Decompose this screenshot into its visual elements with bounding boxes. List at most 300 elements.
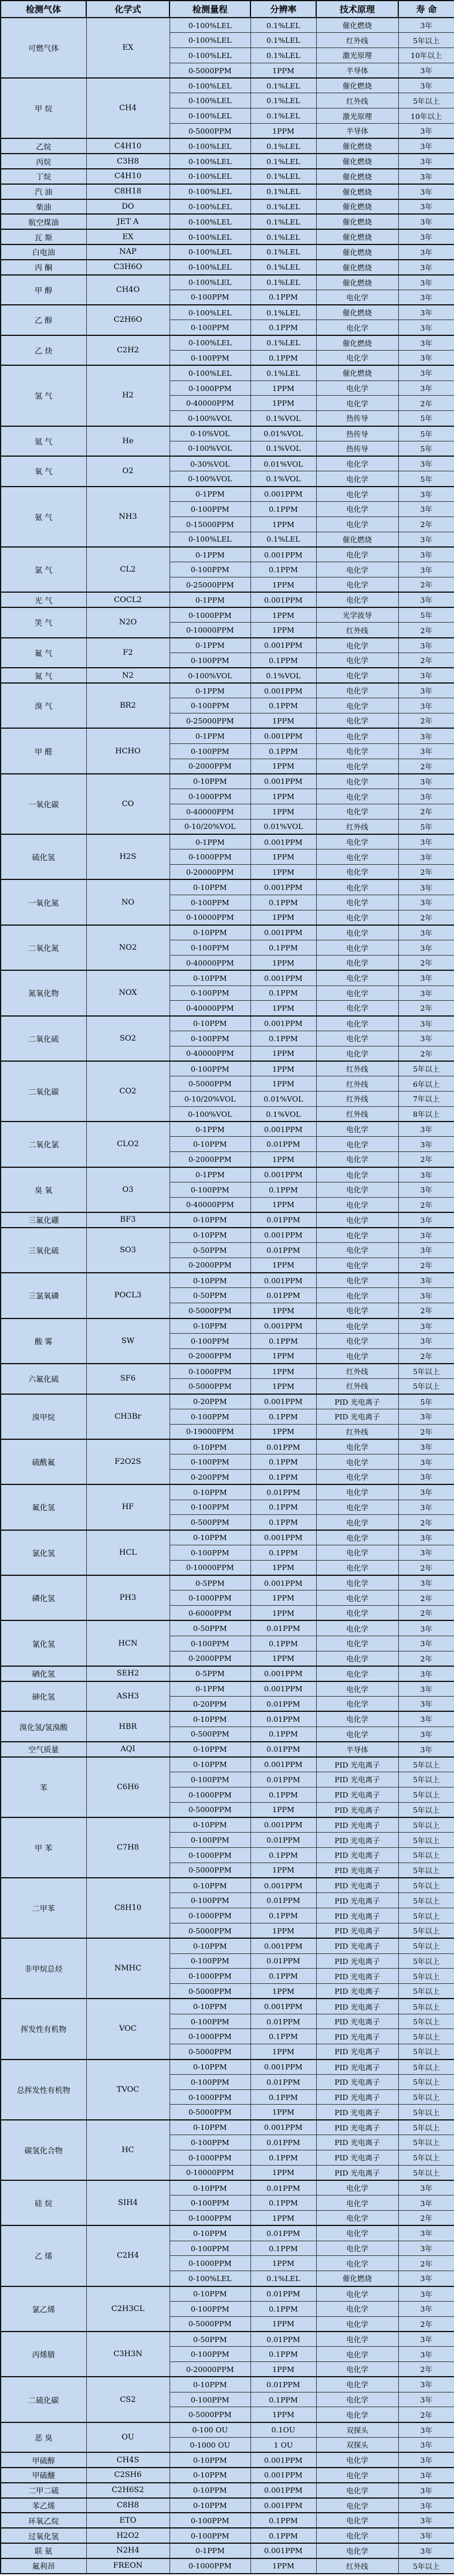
resolution-cell: 0.1PPM: [250, 1969, 316, 1984]
principle-cell: 热传导: [316, 426, 398, 441]
gas-name-cell: 二硫化碳: [1, 2377, 86, 2422]
table-row: [1, 668, 454, 683]
resolution-cell: 0.1PPM: [250, 2347, 316, 2362]
range-cell: 0-100PPM: [170, 940, 250, 956]
resolution-cell: 0.1PPM: [250, 1847, 316, 1863]
gas-name-cell: 臭 氧: [1, 1167, 86, 1212]
life-cell: 2年: [398, 1515, 454, 1530]
principle-cell: 电化学: [316, 1470, 398, 1485]
resolution-cell: 0.1%VOL: [250, 668, 316, 683]
life-cell: 3年: [398, 1666, 454, 1681]
range-cell: 0-100PPM: [170, 698, 250, 713]
range-cell: 0-15000PPM: [170, 516, 250, 532]
life-cell: 2年: [398, 1258, 454, 1273]
range-cell: 0-5PPM: [170, 1666, 250, 1681]
life-cell: 5年: [398, 426, 454, 441]
formula-cell: O2: [86, 456, 170, 487]
range-cell: 0-2000PPM: [170, 1348, 250, 1364]
life-cell: 3年: [398, 668, 454, 683]
range-cell: 0-100%VOL: [170, 668, 250, 683]
formula-cell: C8H10: [86, 1878, 170, 1938]
range-cell: 0-5000PPM: [170, 1303, 250, 1318]
life-cell: 5年以上: [398, 1863, 454, 1878]
life-cell: 5年以上: [398, 2044, 454, 2060]
life-cell: 3年: [398, 184, 454, 199]
range-cell: 0-1PPM: [170, 638, 250, 653]
range-cell: 0-5PPM: [170, 1575, 250, 1591]
resolution-cell: 0.1PPM: [250, 2241, 316, 2256]
life-cell: 8年以上: [398, 1106, 454, 1122]
range-cell: 0-10PPM: [170, 2286, 250, 2302]
principle-cell: 电化学: [316, 865, 398, 880]
resolution-cell: 0.1PPM: [250, 2513, 316, 2528]
life-cell: 3年: [398, 2180, 454, 2196]
gas-name-cell: 丙烯腈: [1, 2332, 86, 2377]
life-cell: 3年: [398, 925, 454, 940]
table-row: [1, 1681, 454, 1697]
resolution-cell: 0.1PPM: [250, 1908, 316, 1923]
life-cell: 5年以上: [398, 1878, 454, 1893]
gas-name-cell: 氯化氢: [1, 1530, 86, 1575]
resolution-cell: 0.1PPM: [250, 1031, 316, 1046]
principle-cell: 电化学: [316, 1333, 398, 1348]
life-cell: 5年以上: [398, 1787, 454, 1802]
formula-cell: CH3Br: [86, 1394, 170, 1439]
table-row: [1, 214, 454, 229]
range-cell: 0-100%LEL: [170, 78, 250, 93]
range-cell: 0-1000PPM: [170, 1847, 250, 1863]
life-cell: 3年: [398, 1545, 454, 1560]
table-row: [1, 1575, 454, 1591]
resolution-cell: 0.1OU: [250, 2422, 316, 2438]
principle-cell: 电化学: [316, 653, 398, 668]
principle-cell: 电化学: [316, 1620, 398, 1636]
life-cell: 2年: [398, 955, 454, 970]
resolution-cell: 0.001PPM: [250, 638, 316, 653]
table-row: [1, 2498, 454, 2513]
resolution-cell: 0.001PPM: [250, 1318, 316, 1334]
life-cell: 3年: [398, 1273, 454, 1288]
principle-cell: 电化学: [316, 1454, 398, 1470]
life-cell: 5年以上: [398, 1772, 454, 1787]
range-cell: 0-100%VOL: [170, 441, 250, 456]
table-row: [1, 1757, 454, 1772]
principle-cell: 电化学: [316, 713, 398, 729]
life-cell: 3年: [398, 365, 454, 380]
resolution-cell: 1PPM: [250, 1651, 316, 1666]
range-cell: 0-20000PPM: [170, 2362, 250, 2377]
life-cell: 3年: [398, 562, 454, 577]
range-cell: 0-100PPM: [170, 2513, 250, 2528]
range-cell: 0-100%LEL: [170, 260, 250, 275]
resolution-cell: 1PPM: [250, 1061, 316, 1076]
gas-name-cell: 柴油: [1, 199, 86, 215]
range-cell: 0-10PPM: [170, 2468, 250, 2483]
life-cell: 3年: [398, 320, 454, 335]
resolution-cell: 0.1%VOL: [250, 471, 316, 487]
resolution-cell: 0.1%LEL: [250, 229, 316, 244]
resolution-cell: 0.001PPM: [250, 1394, 316, 1409]
resolution-cell: 1PPM: [250, 2044, 316, 2060]
life-cell: 2年: [398, 1348, 454, 1364]
range-cell: 0-100PPM: [170, 2241, 250, 2256]
range-cell: 0-100%LEL: [170, 2271, 250, 2286]
formula-cell: BR2: [86, 683, 170, 728]
life-cell: 3年: [398, 380, 454, 396]
life-cell: 3年: [398, 1470, 454, 1485]
resolution-cell: 1 OU: [250, 2438, 316, 2453]
principle-cell: 电化学: [316, 290, 398, 305]
principle-cell: 电化学: [316, 1046, 398, 1061]
principle-cell: 电化学: [316, 849, 398, 865]
gas-name-cell: 二氧化碳: [1, 1061, 86, 1122]
principle-cell: 电化学: [316, 1001, 398, 1016]
formula-cell: C4H10: [86, 138, 170, 154]
resolution-cell: 0.1PPM: [250, 320, 316, 335]
life-cell: 3年: [398, 1727, 454, 1742]
resolution-cell: 0.1%LEL: [250, 18, 316, 33]
table-row: [1, 487, 454, 502]
principle-cell: 电化学: [316, 380, 398, 396]
life-cell: 2年: [398, 2256, 454, 2271]
resolution-cell: 1PPM: [250, 2407, 316, 2422]
resolution-cell: 1PPM: [250, 2211, 316, 2226]
formula-cell: COCL2: [86, 592, 170, 607]
col-header-life: 寿 命: [398, 1, 454, 18]
life-cell: 3年: [398, 532, 454, 547]
formula-cell: POCL3: [86, 1273, 170, 1318]
range-cell: 0-2000PPM: [170, 759, 250, 774]
principle-cell: 电化学: [316, 683, 398, 698]
life-cell: 5年以上: [398, 1364, 454, 1379]
principle-cell: 激光原理: [316, 48, 398, 63]
resolution-cell: 0.01PPM: [250, 1212, 316, 1228]
resolution-cell: 0.001PPM: [250, 2483, 316, 2498]
life-cell: 3年: [398, 1212, 454, 1228]
resolution-cell: 0.01PPM: [250, 2377, 316, 2392]
gas-name-cell: 硅 烷: [1, 2180, 86, 2225]
range-cell: 0-10PPM: [170, 2060, 250, 2075]
resolution-cell: 0.01PPM: [250, 1137, 316, 1152]
formula-cell: NOX: [86, 970, 170, 1015]
range-cell: 0-1000PPM: [170, 2089, 250, 2105]
range-cell: 0-10PPM: [170, 2483, 250, 2498]
range-cell: 0-100%VOL: [170, 471, 250, 487]
life-cell: 3年: [398, 985, 454, 1001]
resolution-cell: 0.001PPM: [250, 970, 316, 985]
resolution-cell: 0.01PPM: [250, 2286, 316, 2302]
resolution-cell: 0.001PPM: [250, 1575, 316, 1591]
formula-cell: ETO: [86, 2513, 170, 2528]
range-cell: 0-5000PPM: [170, 1984, 250, 1999]
formula-cell: SW: [86, 1318, 170, 1364]
range-cell: 0-100PPM: [170, 1333, 250, 1348]
life-cell: 3年: [398, 1137, 454, 1152]
gas-name-cell: 溴 气: [1, 683, 86, 728]
principle-cell: PID 光电离子: [316, 1999, 398, 2014]
gas-name-cell: 硒化氢: [1, 1666, 86, 1681]
gas-name-cell: 可燃气体: [1, 18, 86, 78]
resolution-cell: 0.1PPM: [250, 653, 316, 668]
formula-cell: HCL: [86, 1530, 170, 1575]
life-cell: 5年以上: [398, 1379, 454, 1394]
resolution-cell: 0.01%VOL: [250, 1092, 316, 1107]
gas-name-cell: 丁烷: [1, 169, 86, 184]
resolution-cell: 0.1%LEL: [250, 78, 316, 93]
life-cell: 3年: [398, 1167, 454, 1182]
range-cell: 0-1000PPM: [170, 1969, 250, 1984]
col-header-formula: 化学式: [86, 1, 170, 18]
life-cell: 5年以上: [398, 2089, 454, 2105]
principle-cell: 电化学: [316, 1666, 398, 1681]
principle-cell: 电化学: [316, 1348, 398, 1364]
principle-cell: 电化学: [316, 456, 398, 471]
table-row: [1, 1394, 454, 1409]
resolution-cell: 0.01%VOL: [250, 456, 316, 471]
principle-cell: 电化学: [316, 910, 398, 925]
life-cell: 3年: [398, 456, 454, 471]
life-cell: 7年以上: [398, 1092, 454, 1107]
principle-cell: 电化学: [316, 320, 398, 335]
life-cell: 5年以上: [398, 1817, 454, 1833]
life-cell: 3年: [398, 1122, 454, 1137]
life-cell: 3年: [398, 592, 454, 607]
table-row: [1, 2286, 454, 2302]
life-cell: 3年: [398, 1742, 454, 1757]
principle-cell: 催化燃烧: [316, 532, 398, 547]
range-cell: 0-10/20%VOL: [170, 1092, 250, 1107]
resolution-cell: 1PPM: [250, 577, 316, 592]
formula-cell: NO: [86, 879, 170, 925]
range-cell: 0-1PPM: [170, 1167, 250, 1182]
resolution-cell: 0.1PPM: [250, 2301, 316, 2316]
resolution-cell: 0.1PPM: [250, 2029, 316, 2044]
range-cell: 0-1000PPM: [170, 2256, 250, 2271]
table-row: [1, 2468, 454, 2483]
life-cell: 5年以上: [398, 2150, 454, 2165]
principle-cell: 电化学: [316, 1152, 398, 1167]
resolution-cell: 0.001PPM: [250, 1938, 316, 1953]
resolution-cell: 0.01PPM: [250, 2180, 316, 2196]
formula-cell: CO2: [86, 1061, 170, 1122]
range-cell: 0-100PPM: [170, 1182, 250, 1197]
formula-cell: CH4S: [86, 2452, 170, 2468]
life-cell: 3年: [398, 2513, 454, 2528]
resolution-cell: 1PPM: [250, 1076, 316, 1092]
resolution-cell: 0.1%LEL: [250, 33, 316, 48]
resolution-cell: 0.001PPM: [250, 1817, 316, 1833]
range-cell: 0-40000PPM: [170, 1197, 250, 1212]
formula-cell: HCHO: [86, 728, 170, 773]
table-row: [1, 2528, 454, 2543]
life-cell: 3年: [398, 2468, 454, 2483]
resolution-cell: 0.01PPM: [250, 2332, 316, 2347]
resolution-cell: 0.1PPM: [250, 1787, 316, 1802]
resolution-cell: 0.1PPM: [250, 1333, 316, 1348]
range-cell: 0-100PPM: [170, 2014, 250, 2029]
gas-name-cell: 氨 气: [1, 487, 86, 547]
principle-cell: 电化学: [316, 1545, 398, 1560]
range-cell: 0-100PPM: [170, 502, 250, 517]
range-cell: 0-100PPM: [170, 743, 250, 759]
formula-cell: FREON: [86, 2558, 170, 2574]
life-cell: 3年: [398, 275, 454, 290]
principle-cell: 催化燃烧: [316, 184, 398, 199]
principle-cell: 电化学: [316, 1439, 398, 1454]
resolution-cell: 0.1PPM: [250, 2528, 316, 2543]
resolution-cell: 1PPM: [250, 1364, 316, 1379]
table-row: [1, 1273, 454, 1288]
gas-name-cell: 氟利昂: [1, 2558, 86, 2574]
table-row: [1, 547, 454, 562]
range-cell: 0-500PPM: [170, 1515, 250, 1530]
principle-cell: 电化学: [316, 774, 398, 789]
resolution-cell: 0.001PPM: [250, 487, 316, 502]
table-row: [1, 1878, 454, 1893]
principle-cell: 电化学: [316, 471, 398, 487]
principle-cell: 电化学: [316, 1212, 398, 1228]
resolution-cell: 0.1PPM: [250, 1500, 316, 1515]
life-cell: 3年: [398, 789, 454, 804]
principle-cell: 红外线: [316, 1424, 398, 1439]
life-cell: 3年: [398, 487, 454, 502]
principle-cell: PID 光电离子: [316, 2044, 398, 2060]
formula-cell: NO2: [86, 925, 170, 970]
principle-cell: 电化学: [316, 1484, 398, 1500]
life-cell: 3年: [398, 2332, 454, 2347]
life-cell: 2年: [398, 516, 454, 532]
range-cell: 0-50PPM: [170, 1620, 250, 1636]
principle-cell: PID 光电离子: [316, 1984, 398, 1999]
principle-cell: 电化学: [316, 2528, 398, 2543]
range-cell: 0-100PPM: [170, 653, 250, 668]
formula-cell: SIH4: [86, 2180, 170, 2225]
principle-cell: 催化燃烧: [316, 78, 398, 93]
principle-cell: 电化学: [316, 1031, 398, 1046]
range-cell: 0-100%LEL: [170, 33, 250, 48]
life-cell: 3年: [398, 1681, 454, 1697]
principle-cell: 电化学: [316, 2392, 398, 2407]
resolution-cell: 0.1%LEL: [250, 93, 316, 108]
table-row: [1, 1439, 454, 1454]
gas-name-cell: 过氧化氢: [1, 2528, 86, 2543]
range-cell: 0-100%LEL: [170, 18, 250, 33]
principle-cell: 半导体: [316, 1742, 398, 1757]
range-cell: 0-10PPM: [170, 925, 250, 940]
life-cell: 3年: [398, 1439, 454, 1454]
principle-cell: 电化学: [316, 396, 398, 411]
life-cell: 3年: [398, 743, 454, 759]
principle-cell: 电化学: [316, 2483, 398, 2498]
life-cell: 2年: [398, 2362, 454, 2377]
principle-cell: 电化学: [316, 2332, 398, 2347]
range-cell: 0-1PPM: [170, 592, 250, 607]
range-cell: 0-100%LEL: [170, 184, 250, 199]
table-row: [1, 2332, 454, 2347]
range-cell: 0-5000PPM: [170, 1802, 250, 1817]
life-cell: 3年: [398, 2498, 454, 2513]
range-cell: 0-40000PPM: [170, 1001, 250, 1016]
formula-cell: CL2: [86, 547, 170, 592]
formula-cell: C2H4: [86, 2225, 170, 2286]
life-cell: 5年: [398, 411, 454, 426]
life-cell: 2年: [398, 1197, 454, 1212]
resolution-cell: 0.1%LEL: [250, 169, 316, 184]
range-cell: 0-1PPM: [170, 728, 250, 743]
table-row: [1, 1999, 454, 2014]
formula-cell: H2S: [86, 834, 170, 879]
table-row: [1, 365, 454, 380]
range-cell: 0-10PPM: [170, 1530, 250, 1545]
life-cell: 3年: [398, 2241, 454, 2256]
resolution-cell: 1PPM: [250, 1923, 316, 1938]
formula-cell: VOC: [86, 1999, 170, 2059]
table-row: [1, 774, 454, 789]
life-cell: 5年以上: [398, 1061, 454, 1076]
life-cell: 5年: [398, 819, 454, 834]
principle-cell: 电化学: [316, 2513, 398, 2528]
resolution-cell: 0.01%VOL: [250, 819, 316, 834]
life-cell: 2年: [398, 1001, 454, 1016]
life-cell: 2年: [398, 1046, 454, 1061]
life-cell: 3年: [398, 290, 454, 305]
life-cell: 3年: [398, 214, 454, 229]
gas-name-cell: 联 氨: [1, 2543, 86, 2558]
range-cell: 0-2000PPM: [170, 1258, 250, 1273]
principle-cell: PID 光电离子: [316, 1409, 398, 1424]
range-cell: 0-1000PPM: [170, 380, 250, 396]
principle-cell: 电化学: [316, 638, 398, 653]
life-cell: 2年: [398, 713, 454, 729]
life-cell: 3年: [398, 154, 454, 169]
resolution-cell: 1PPM: [250, 910, 316, 925]
gas-name-cell: 甲 醇: [1, 275, 86, 305]
range-cell: 0-5000PPM: [170, 2407, 250, 2422]
range-cell: 0-10PPM: [170, 1212, 250, 1228]
range-cell: 0-1PPM: [170, 1681, 250, 1697]
resolution-cell: 0.1%LEL: [250, 184, 316, 199]
resolution-cell: 1PPM: [250, 1606, 316, 1621]
resolution-cell: 1PPM: [250, 63, 316, 78]
principle-cell: 光学波导: [316, 607, 398, 623]
principle-cell: PID 光电离子: [316, 2135, 398, 2150]
life-cell: 3年: [398, 169, 454, 184]
resolution-cell: 0.1PPM: [250, 1545, 316, 1560]
range-cell: 0-100PPM: [170, 985, 250, 1001]
range-cell: 0-10%VOL: [170, 426, 250, 441]
principle-cell: PID 光电离子: [316, 1969, 398, 1984]
range-cell: 0-5000PPM: [170, 1863, 250, 1878]
range-cell: 0-19000PPM: [170, 1424, 250, 1439]
resolution-cell: 1PPM: [250, 1152, 316, 1167]
life-cell: 3年: [398, 1711, 454, 1727]
resolution-cell: 1PPM: [250, 1046, 316, 1061]
table-row: [1, 2513, 454, 2528]
range-cell: 0-500PPM: [170, 1727, 250, 1742]
formula-cell: C6H6: [86, 1757, 170, 1817]
life-cell: 5年以上: [398, 1757, 454, 1772]
resolution-cell: 0.1PPM: [250, 562, 316, 577]
table-row: [1, 607, 454, 623]
range-cell: 0-10PPM: [170, 1484, 250, 1500]
life-cell: 3年: [398, 2196, 454, 2211]
formula-cell: CLO2: [86, 1122, 170, 1167]
principle-cell: 电化学: [316, 789, 398, 804]
table-row: [1, 1817, 454, 1833]
resolution-cell: 0.01%VOL: [250, 426, 316, 441]
range-cell: 0-100%LEL: [170, 275, 250, 290]
life-cell: 5年以上: [398, 2029, 454, 2044]
